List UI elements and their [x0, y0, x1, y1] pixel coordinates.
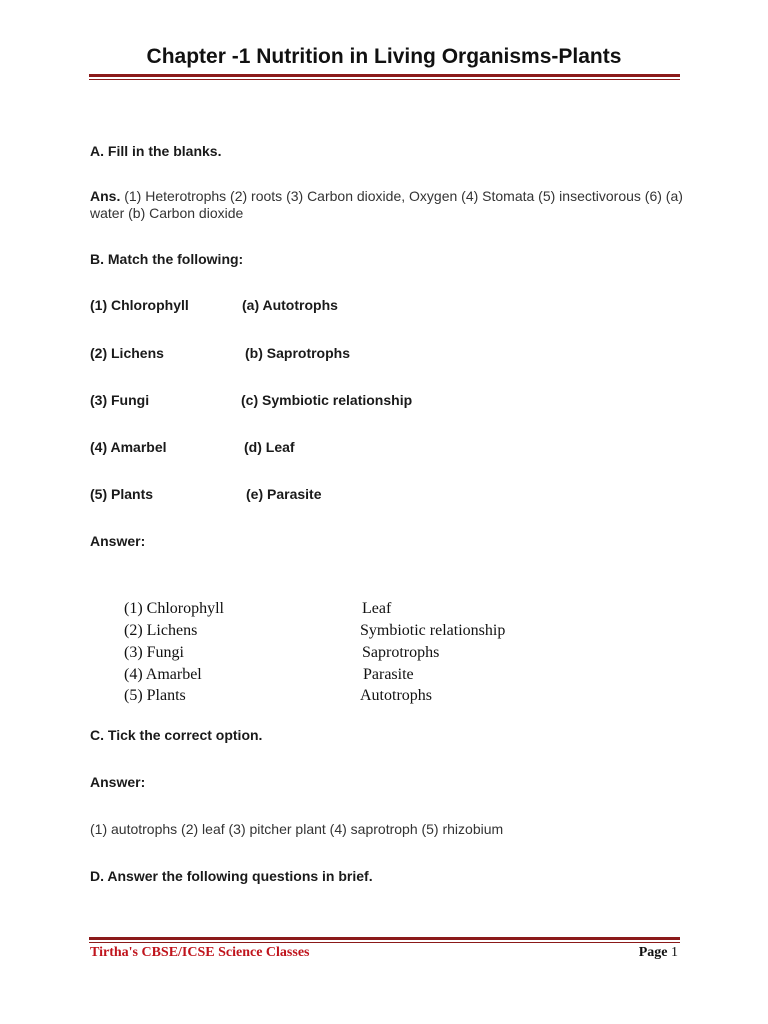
- page-title: Chapter -1 Nutrition in Living Organisms-Plants: [146, 45, 622, 68]
- answer-left-2: (2) Lichens: [124, 622, 198, 639]
- ans-text-line1: (1) Heterotrophs (2) roots (3) Carbon dioxide, Oxygen (4) Stomata (5) insectivorous (6) (a): [124, 188, 683, 204]
- footer-rule: [89, 937, 680, 940]
- answer-right-3: Saprotrophs: [362, 644, 440, 661]
- match-right-5: (e) Parasite: [246, 486, 322, 502]
- section-b-heading: B. Match the following:: [90, 251, 244, 267]
- section-a-heading: A. Fill in the blanks.: [90, 143, 222, 159]
- match-right-3: (c) Symbiotic relationship: [241, 392, 413, 408]
- answer-right-1: Leaf: [362, 600, 392, 617]
- section-c-answer-label: Answer:: [90, 774, 146, 790]
- section-d-heading: D. Answer the following questions in brief.: [90, 868, 373, 884]
- match-left-3: (3) Fungi: [90, 392, 150, 408]
- section-c-heading: C. Tick the correct option.: [90, 727, 263, 743]
- answer-left-3: (3) Fungi: [124, 644, 184, 661]
- section-a-answer: [90, 188, 690, 204]
- match-left-4: (4) Amarbel: [90, 439, 167, 455]
- page-number-value: 1: [671, 945, 678, 960]
- match-left-1: (1) Chlorophyll: [90, 297, 189, 313]
- page-label: Page: [638, 945, 668, 960]
- answer-left-1: (1) Chlorophyll: [124, 600, 224, 617]
- header-rule-thin: [89, 79, 680, 80]
- answer-right-5: Autotrophs: [360, 687, 432, 704]
- answer-left-4: (4) Amarbel: [124, 666, 202, 683]
- section-c-answer: (1) autotrophs (2) leaf (3) pitcher plant (4) saprotroph (5) rhizobium: [90, 821, 504, 837]
- answer-right-4: Parasite: [363, 666, 414, 683]
- header-rule: [89, 74, 680, 77]
- match-right-2: (b) Saprotrophs: [245, 345, 350, 361]
- match-left-2: (2) Lichens: [90, 345, 164, 361]
- page-number: [639, 945, 678, 961]
- match-right-4: (d) Leaf: [244, 439, 295, 455]
- match-left-5: (5) Plants: [90, 486, 154, 502]
- footer-rule-thin: [89, 942, 680, 943]
- answer-right-2: Symbiotic relationship: [360, 622, 506, 639]
- footer-brand: Tirtha's CBSE/ICSE Science Classes: [90, 945, 310, 960]
- section-b-answer-label: Answer:: [90, 533, 146, 549]
- ans-label: Ans.: [90, 188, 121, 204]
- match-right-1: (a) Autotrophs: [242, 297, 338, 313]
- answer-left-5: (5) Plants: [124, 687, 186, 704]
- ans-text-line2: water (b) Carbon dioxide: [90, 205, 244, 221]
